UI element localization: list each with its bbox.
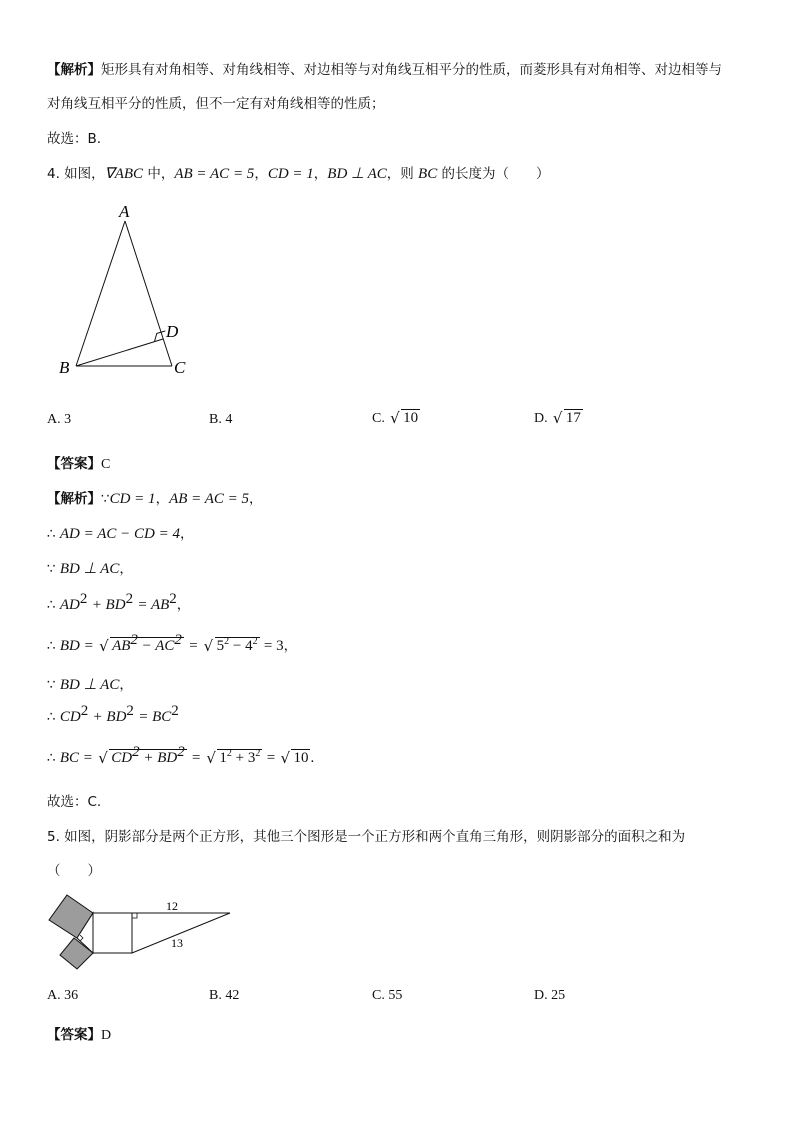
q5-stem-line1: 5. 如图，阴影部分是两个正方形，其他三个图形是一个正方形和两个直角三角形，则阴影部分的面积之和为 <box>47 829 686 845</box>
prev-analysis-line2: 对角线互相平分的性质，但不一定有对角线相等的性质； <box>47 96 385 112</box>
analysis-tag: 【解析】 <box>47 62 101 78</box>
q4-step-5: ∴ BD = √ $AB^2 - AC^2$ = √ $5^2 - 4^2 = 3$， <box>47 632 298 655</box>
q5-answer: 【答案】D <box>47 1027 112 1043</box>
vertex-d-label: D <box>166 322 179 341</box>
q4-option-d: D. √ 17 <box>534 409 581 427</box>
q4-option-b: B. 4 <box>209 412 233 427</box>
prev-analysis-line1: 【解析】矩形具有对角相等、对角线相等、对边相等与对角线互相平分的性质，而菱形具有对角相等、对边相等与 <box>47 62 722 78</box>
q5-option-a: A. 36 <box>47 988 79 1003</box>
q4-step-2: ∴ AD = AC − CD = 4， <box>47 526 194 542</box>
side-length-13: 13 <box>171 936 183 950</box>
q4-step-8: ∴ BC = √ $CD^2 + BD^2$ = √ $1^2 + 3^2$ = √ 10 . <box>47 744 315 767</box>
vertex-c-label: C <box>174 358 186 377</box>
q4-conclusion: 故选：C. <box>47 794 102 810</box>
q4-step-4: ∴ $AD^2 + BD^2 = AB^2$， <box>47 591 191 613</box>
q4-step-7: ∴ $CD^2 + BD^2 = BC^2$ <box>47 703 179 725</box>
q5-option-d: D. 25 <box>534 988 566 1003</box>
prev-answer: 故选：B. <box>47 131 102 147</box>
q4-step-3: ∵ BD ⊥ AC， <box>47 561 133 577</box>
q5-stem-line2: （ ） <box>47 863 101 879</box>
q5-option-b: B. 42 <box>209 988 240 1003</box>
vertex-b-label: B <box>59 358 70 377</box>
q4-step-1: 【解析】∵CD = 1，AB = AC = 5， <box>47 491 263 507</box>
q4-option-c: C. √ 10 <box>372 409 419 427</box>
q4-step-6: ∵ BD ⊥ AC， <box>47 677 133 693</box>
q4-option-a: A. 3 <box>47 412 72 427</box>
side-length-12: 12 <box>166 899 178 913</box>
q5-squares-figure <box>0 0 260 980</box>
q5-option-c: C. 55 <box>372 988 403 1003</box>
q4-stem: 4. 如图，∇ABC 中，AB = AC = 5，CD = 1，BD ⊥ AC，则 BC 的长度为（ ） <box>47 166 550 182</box>
vertex-a-label: A <box>119 202 130 221</box>
q4-answer: 【答案】C <box>47 456 111 472</box>
middle-square <box>93 913 132 953</box>
